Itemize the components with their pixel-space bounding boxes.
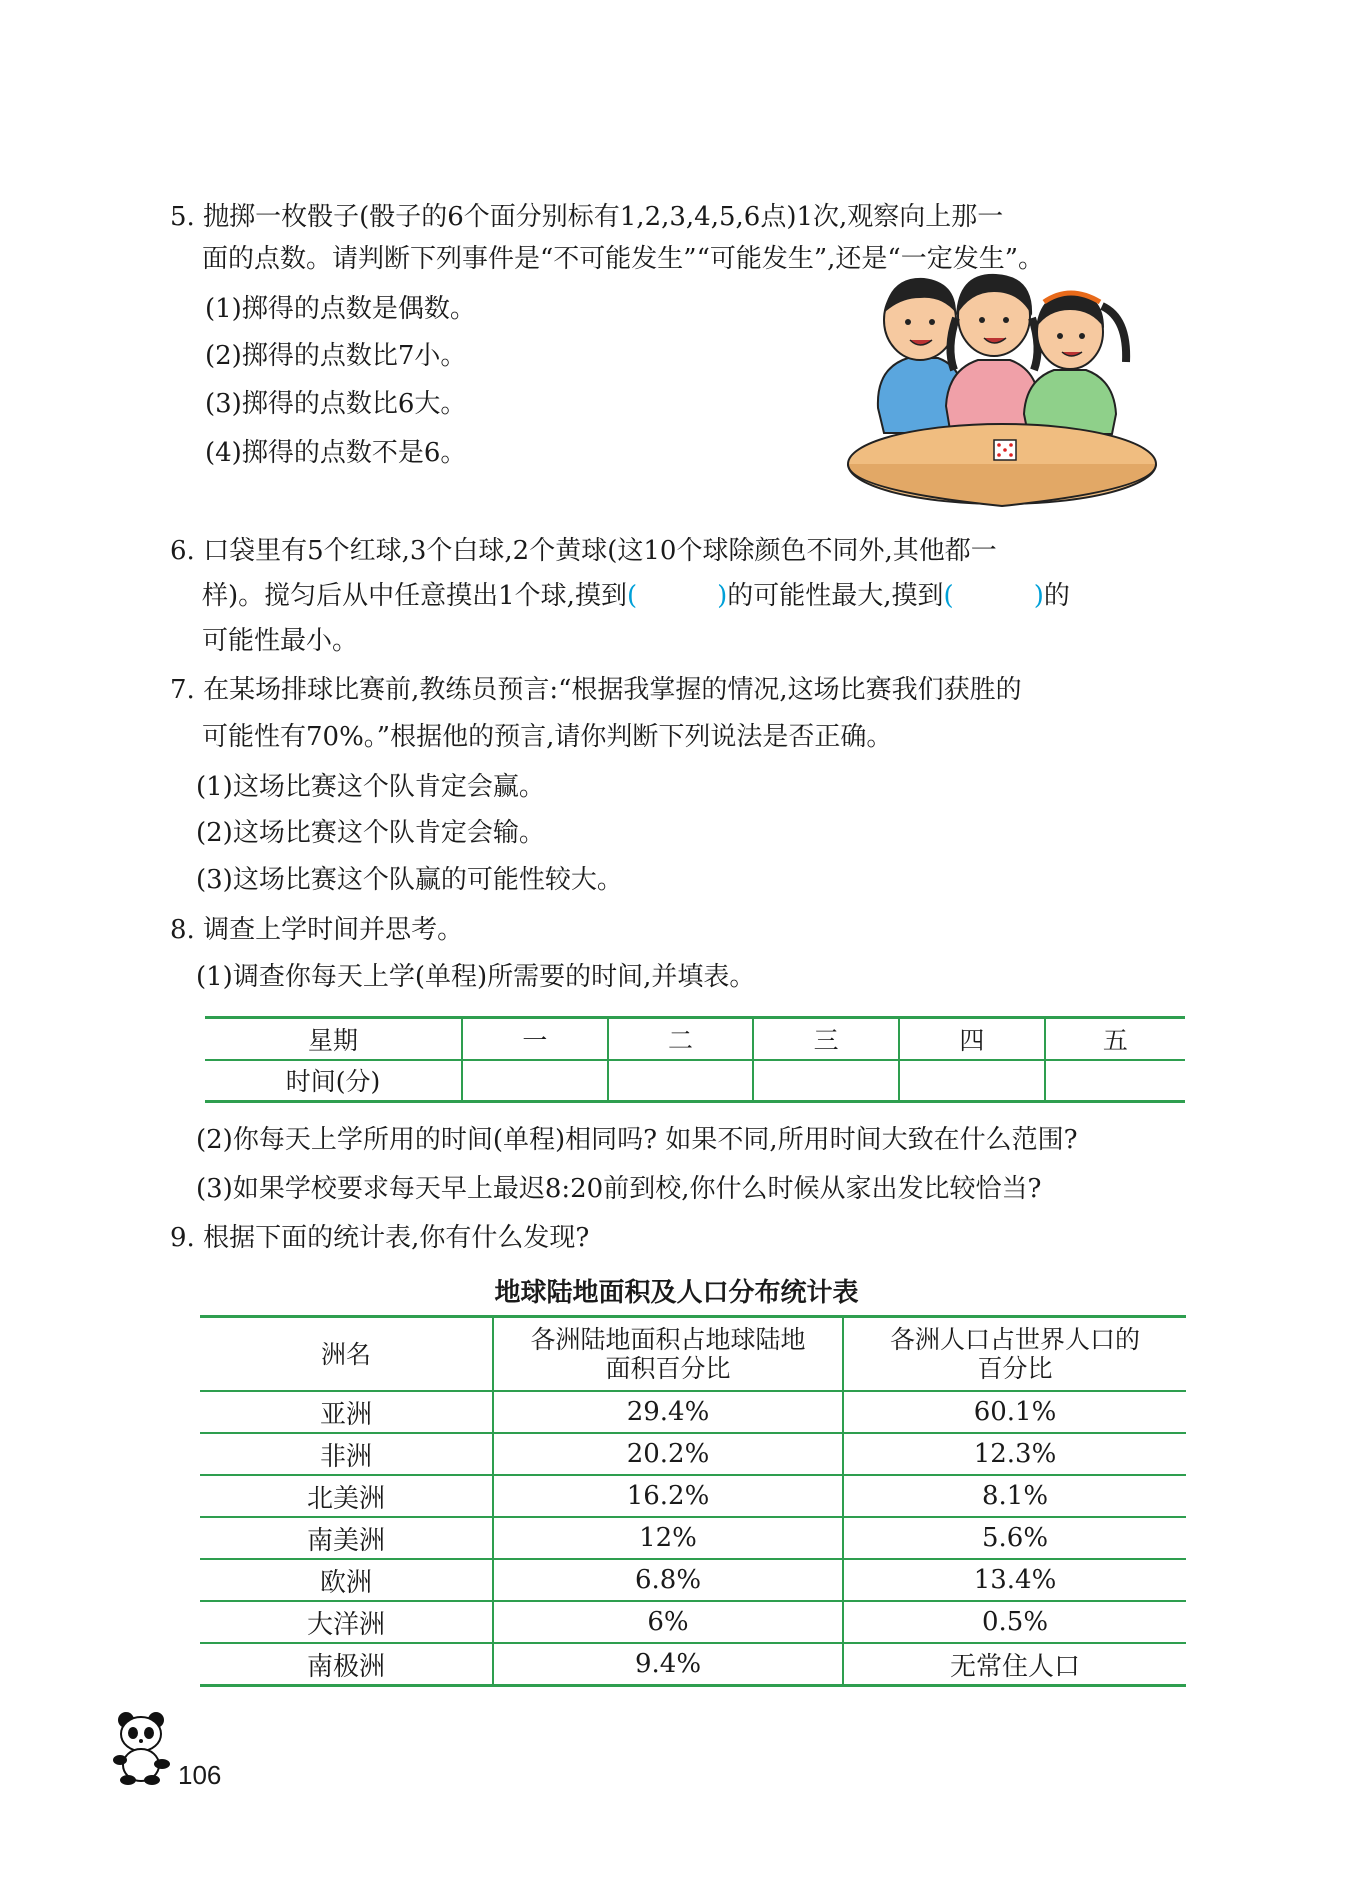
children-dice-illustration bbox=[838, 258, 1158, 510]
q6-line2 bbox=[202, 579, 1070, 613]
q7-item-3: (3)这场比赛这个队赢的可能性较大。 bbox=[196, 865, 623, 895]
continent-name: 非洲 bbox=[200, 1433, 493, 1475]
table-title: 地球陆地面积及人口分布统计表 bbox=[494, 1278, 859, 1308]
header-land-area: 各洲陆地面积占地球陆地 面积百分比 bbox=[493, 1317, 843, 1392]
q7-line2: 可能性有70%。”根据他的预言,请你判断下列说法是否正确。 bbox=[202, 722, 893, 752]
table-header-row bbox=[200, 1317, 1186, 1392]
q7-line1: 7. 在某场排球比赛前,教练员预言:“根据我掌握的情况,这场比赛我们获胜的 bbox=[170, 675, 1022, 705]
q6-line2-part-b: 的可能性最大,摸到 bbox=[727, 581, 944, 611]
table-header-cell: 四 bbox=[899, 1018, 1045, 1060]
table-row bbox=[200, 1601, 1186, 1643]
population-percent: 5.6% bbox=[843, 1517, 1186, 1559]
q5-item-1: (1)掷得的点数是偶数。 bbox=[205, 294, 476, 324]
time-input-cell[interactable] bbox=[608, 1060, 754, 1102]
row-label: 时间(分) bbox=[205, 1060, 462, 1102]
q5-item-3: (3)掷得的点数比6大。 bbox=[205, 389, 467, 419]
time-input-cell[interactable] bbox=[899, 1060, 1045, 1102]
land-percent: 16.2% bbox=[493, 1475, 843, 1517]
table-row bbox=[200, 1391, 1186, 1433]
page-number: 106 bbox=[178, 1760, 222, 1790]
header-population: 各洲人口占世界人口的 百分比 bbox=[843, 1317, 1186, 1392]
q9-line1: 9. 根据下面的统计表,你有什么发现? bbox=[170, 1223, 590, 1253]
table-row bbox=[200, 1475, 1186, 1517]
time-input-cell[interactable] bbox=[753, 1060, 899, 1102]
table-header-cell: 星期 bbox=[205, 1018, 462, 1060]
answer-blank-1-close: ) bbox=[717, 581, 728, 611]
answer-blank-1-open: ( bbox=[626, 581, 638, 611]
q6-line3: 可能性最小。 bbox=[202, 626, 359, 656]
continent-name: 北美洲 bbox=[200, 1475, 493, 1517]
table-header-cell: 二 bbox=[608, 1018, 754, 1060]
table-row bbox=[205, 1060, 1185, 1102]
table-header-cell: 一 bbox=[462, 1018, 608, 1060]
q5-item-2: (2)掷得的点数比7小。 bbox=[205, 341, 467, 371]
population-percent: 13.4% bbox=[843, 1559, 1186, 1601]
q8-sub3: (3)如果学校要求每天早上最迟8:20前到校,你什么时候从家出发比较恰当? bbox=[196, 1174, 1042, 1204]
die-icon bbox=[994, 440, 1016, 460]
q8-sub1: (1)调查你每天上学(单程)所需要的时间,并填表。 bbox=[196, 962, 756, 992]
q7-item-1: (1)这场比赛这个队肯定会赢。 bbox=[196, 772, 545, 802]
continent-name: 亚洲 bbox=[200, 1391, 493, 1433]
q8-line1: 8. 调查上学时间并思考。 bbox=[170, 915, 464, 945]
q5-item-4: (4)掷得的点数不是6。 bbox=[205, 438, 467, 468]
land-population-table bbox=[200, 1315, 1186, 1687]
q5-line2: 面的点数。请判断下列事件是“不可能发生”“可能发生”,还是“一定发生”。 bbox=[202, 244, 1045, 274]
land-percent: 29.4% bbox=[493, 1391, 843, 1433]
q6-line2-part-a: 样)。搅匀后从中任意摸出1个球,摸到 bbox=[202, 581, 627, 611]
population-percent: 12.3% bbox=[843, 1433, 1186, 1475]
table-row bbox=[200, 1517, 1186, 1559]
continent-name: 南极洲 bbox=[200, 1643, 493, 1686]
continent-name: 南美洲 bbox=[200, 1517, 493, 1559]
population-percent: 60.1% bbox=[843, 1391, 1186, 1433]
table-row bbox=[200, 1559, 1186, 1601]
q7-item-2: (2)这场比赛这个队肯定会输。 bbox=[196, 818, 545, 848]
answer-blank-2-close: ) bbox=[1033, 581, 1044, 611]
land-percent: 20.2% bbox=[493, 1433, 843, 1475]
table-header-row bbox=[205, 1018, 1185, 1060]
land-percent: 9.4% bbox=[493, 1643, 843, 1686]
q8-sub2: (2)你每天上学所用的时间(单程)相同吗? 如果不同,所用时间大致在什么范围? bbox=[196, 1125, 1078, 1155]
q6-line2-part-c: 的 bbox=[1043, 581, 1070, 611]
population-percent: 无常住人口 bbox=[843, 1643, 1186, 1686]
table-header-cell: 三 bbox=[753, 1018, 899, 1060]
land-percent: 6% bbox=[493, 1601, 843, 1643]
time-input-cell[interactable] bbox=[462, 1060, 608, 1102]
continent-name: 欧洲 bbox=[200, 1559, 493, 1601]
land-percent: 6.8% bbox=[493, 1559, 843, 1601]
population-percent: 8.1% bbox=[843, 1475, 1186, 1517]
table-header-cell: 五 bbox=[1045, 1018, 1185, 1060]
q5-line1: 5. 抛掷一枚骰子(骰子的6个面分别标有1,2,3,4,5,6点)1次,观察向上那一 bbox=[170, 202, 1004, 232]
population-percent: 0.5% bbox=[843, 1601, 1186, 1643]
table-row bbox=[200, 1433, 1186, 1475]
q6-line1: 6. 口袋里有5个红球,3个白球,2个黄球(这10个球除颜色不同外,其他都一 bbox=[170, 536, 997, 566]
land-percent: 12% bbox=[493, 1517, 843, 1559]
school-time-table bbox=[205, 1016, 1185, 1103]
continent-name: 大洋洲 bbox=[200, 1601, 493, 1643]
header-continent: 洲名 bbox=[200, 1317, 493, 1392]
table-row bbox=[200, 1643, 1186, 1686]
panda-icon bbox=[110, 1710, 174, 1786]
time-input-cell[interactable] bbox=[1045, 1060, 1185, 1102]
answer-blank-2-open: ( bbox=[943, 581, 954, 611]
